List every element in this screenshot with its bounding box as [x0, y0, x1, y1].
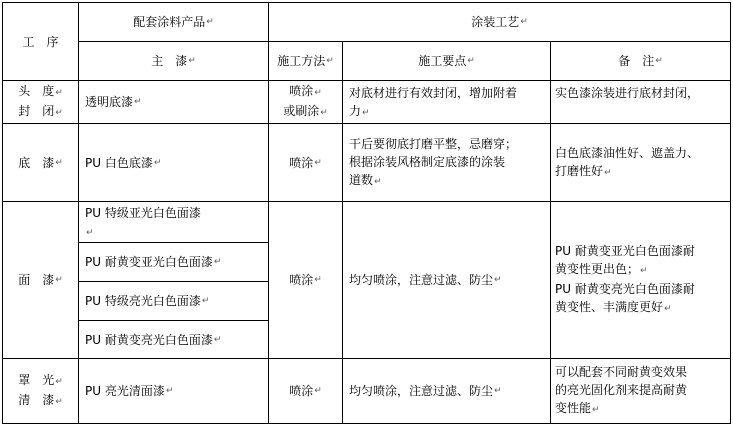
process-cell-topcoat [3, 202, 78, 358]
paragraph-mark: ↵ [314, 275, 322, 285]
key-points-cell [343, 202, 550, 358]
key-point-line: 道数↵ [349, 172, 382, 187]
process-line: 罩 光↵ [18, 373, 63, 387]
method-label: 喷涂 [289, 384, 314, 398]
paragraph-mark: ↵ [592, 405, 600, 415]
paragraph-mark: ↵ [188, 56, 196, 66]
key-point-line: 干后要彻底打磨平整，忌磨穿； [349, 136, 518, 151]
header-matching-products [79, 3, 268, 41]
remark-line: 的亮光固化剂来提高耐黄 [555, 383, 688, 397]
remark-line: 黄变性更出色；↵ [555, 262, 648, 276]
header-remarks [551, 42, 730, 80]
paragraph-mark: ↵ [655, 56, 663, 66]
paragraph-mark: ↵ [153, 157, 162, 168]
paragraph-mark: ↵ [326, 56, 334, 66]
key-point-line: 力↵ [349, 104, 370, 118]
product-label: PU 特级亮光白色面漆 [85, 294, 201, 308]
method-cell [269, 124, 342, 201]
paragraph-mark: ↵ [604, 167, 612, 178]
product-cell [79, 243, 268, 281]
paragraph-mark: ↵ [55, 157, 63, 168]
paragraph-mark: ↵ [314, 88, 322, 98]
process-line: 清 漆↵ [18, 393, 63, 407]
header-main-paint [79, 42, 268, 80]
process-label: 底 漆 [18, 155, 55, 170]
remarks-cell [551, 124, 730, 201]
product-cell [79, 321, 268, 358]
key-points-cell [343, 124, 550, 201]
remarks-cell [551, 359, 730, 423]
paragraph-mark: ↵ [374, 176, 382, 187]
paragraph-mark: ↵ [206, 17, 214, 27]
table-border-right [730, 2, 731, 424]
key-point-line: 均匀喷涂，注意过滤、防尘 [349, 384, 494, 398]
product-cell [79, 124, 268, 201]
key-point-line: 对底材进行有效封闭，增加附着 [349, 86, 518, 100]
paragraph-mark: ↵ [314, 386, 322, 396]
process-cell-clearcoat [3, 359, 78, 423]
remark-line: 变性能↵ [555, 401, 600, 415]
header-method [269, 42, 342, 80]
process-label: 面 漆 [18, 273, 55, 287]
product-cell [79, 202, 268, 242]
method-line: 喷涂↵ [289, 84, 322, 98]
paragraph-mark: ↵ [55, 275, 63, 285]
header-key-points-label: 施工要点 [418, 54, 467, 68]
method-cell [269, 202, 342, 358]
remark-line: PU 耐黄变亮光白色面漆耐 [555, 282, 695, 296]
paragraph-mark: ↵ [362, 108, 370, 118]
method-cell [269, 359, 342, 423]
remark-line: 实色漆涂装进行底材封闭， [555, 86, 700, 100]
paragraph-mark: ↵ [494, 275, 502, 285]
paragraph-mark: ↵ [467, 56, 475, 66]
remark-line: PU 耐黄变亚光白色面漆耐 [555, 244, 695, 258]
header-coating-process-label: 涂装工艺 [471, 15, 520, 29]
header-remarks-label: 备 注 [618, 54, 655, 68]
paragraph-mark: ↵ [494, 386, 502, 396]
product-label: PU 耐黄变亚光白色面漆 [85, 255, 213, 269]
header-matching-products-label: 配套涂料产品 [133, 15, 206, 29]
method-label: 喷涂 [289, 155, 314, 170]
method-cell [269, 81, 342, 123]
header-key-points [343, 42, 550, 80]
header-method-label: 施工方法 [277, 54, 326, 68]
key-point-line: 根据涂装风格制定底漆的涂装 [349, 154, 506, 169]
header-main-paint-label: 主 漆 [151, 54, 188, 68]
key-points-cell [343, 81, 550, 123]
paragraph-mark: ↵ [55, 397, 63, 407]
product-cell [79, 359, 268, 423]
paragraph-mark: ↵ [213, 257, 222, 267]
header-process [3, 3, 78, 80]
paragraph-mark: ↵ [165, 386, 174, 396]
product-label: PU 亮光清面漆 [85, 384, 165, 398]
coating-process-table [2, 2, 731, 424]
key-points-cell [343, 359, 550, 423]
paragraph-mark: ↵ [520, 17, 528, 27]
paragraph-mark: ↵ [314, 157, 322, 168]
remark-line: 可以配套不同耐黄变效果 [555, 365, 688, 379]
product-cell [79, 81, 268, 123]
paragraph-mark: ↵ [134, 97, 142, 107]
product-label: 透明底漆 [85, 95, 134, 109]
product-label: PU 特级亚光白色面漆 [85, 206, 201, 220]
key-point-line: 均匀喷涂，注意过滤、防尘 [349, 273, 494, 287]
table-border-bottom [2, 423, 731, 424]
paragraph-mark: ↵ [640, 266, 648, 276]
remarks-cell [551, 81, 730, 123]
remarks-cell [551, 202, 730, 358]
header-coating-process [269, 3, 730, 41]
method-label: 喷涂 [289, 273, 314, 287]
process-line: 封 闭↵ [18, 104, 63, 118]
method-line: 或刷涂↵ [283, 104, 328, 118]
process-cell-sealer [3, 81, 78, 123]
header-process-label: 工 序 [22, 34, 59, 49]
product-label: PU 耐黄变亮光白色面漆 [85, 332, 213, 347]
paragraph-mark: ↵ [201, 296, 210, 306]
paragraph-mark: ↵ [55, 88, 63, 98]
process-cell-primer [3, 124, 78, 201]
product-label: PU 白色底漆 [85, 155, 153, 170]
paragraph-mark: ↵ [55, 377, 63, 387]
paragraph-mark: ↵ [664, 304, 672, 314]
paragraph-mark: ↵ [213, 334, 222, 345]
paragraph-mark: ↵ [320, 108, 328, 118]
process-line: 头 度↵ [18, 84, 63, 98]
paragraph-mark: ↵ [86, 228, 94, 238]
product-cell [79, 282, 268, 320]
remark-line: 打磨性好↵ [555, 163, 612, 178]
paragraph-mark: ↵ [55, 108, 63, 118]
remark-line: 黄变性、丰满度更好↵ [555, 300, 672, 314]
remark-line: 白色底漆油性好、遮盖力、 [555, 145, 700, 160]
